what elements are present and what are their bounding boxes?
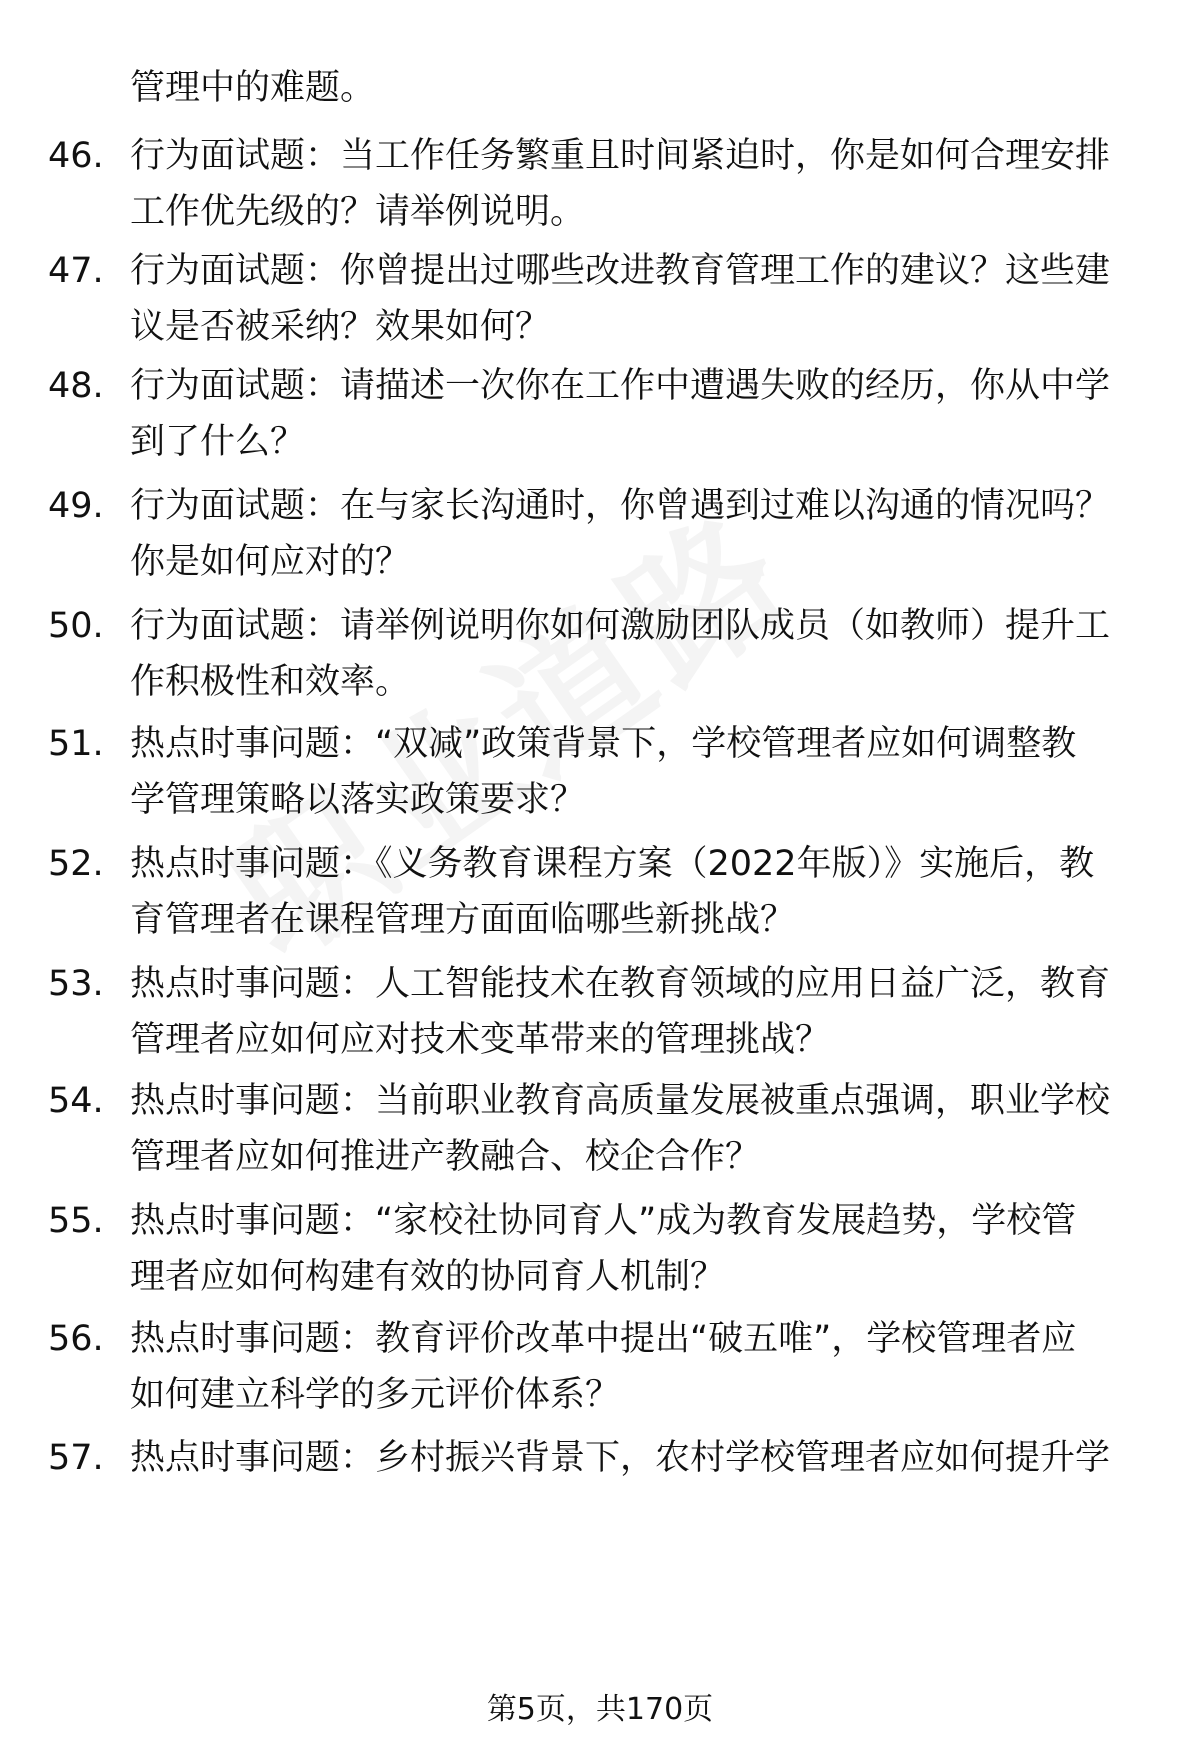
item-text-line2: 议是否被采纳？效果如何？ <box>130 307 551 347</box>
item-text-line1: 热点时事问题：“双减”政策背景下，学校管理者应如何调整教 <box>130 724 1077 764</box>
item-text-line1: 热点时事问题：“家校社协同育人”成为教育发展趋势，学校管 <box>130 1201 1077 1241</box>
item-number: 53. <box>48 964 104 1004</box>
item-number: 56. <box>48 1319 104 1359</box>
item-text-line2: 工作优先级的？请举例说明。 <box>130 192 586 232</box>
item-text-line2: 理者应如何构建有效的协同育人机制？ <box>130 1257 726 1297</box>
page-number-footer: 第5页，共170页 <box>486 1692 714 1727</box>
item-text-line1: 行为面试题：在与家长沟通时，你曾遇到过难以沟通的情况吗？ <box>130 486 1111 526</box>
item-text-line2: 学管理策略以落实政策要求？ <box>130 780 586 820</box>
item-number: 49. <box>48 486 104 526</box>
item-text-line2: 管理者应如何推进产教融合、校企合作？ <box>130 1137 761 1177</box>
item-text-line1: 热点时事问题：当前职业教育高质量发展被重点强调，职业学校 <box>130 1081 1111 1121</box>
item-text-line2: 如何建立科学的多元评价体系？ <box>130 1375 621 1415</box>
item-text-line1: 热点时事问题：《义务教育课程方案（2022年版）》实施后，教 <box>130 844 1095 884</box>
item-text-line1: 行为面试题：请描述一次你在工作中遭遇失败的经历，你从中学 <box>130 366 1111 406</box>
item-text-line1: 行为面试题：请举例说明你如何激励团队成员（如教师）提升工 <box>130 606 1111 646</box>
item-number: 57. <box>48 1438 104 1478</box>
item-number: 54. <box>48 1081 104 1121</box>
item-number: 46. <box>48 136 104 176</box>
item-text-line1: 热点时事问题：人工智能技术在教育领域的应用日益广泛，教育 <box>130 964 1111 1004</box>
item-number: 55. <box>48 1201 104 1241</box>
item-text-line1: 行为面试题：当工作任务繁重且时间紧迫时，你是如何合理安排 <box>130 136 1111 176</box>
item-text-line2: 育管理者在课程管理方面面临哪些新挑战？ <box>130 900 796 940</box>
item-number: 47. <box>48 251 104 291</box>
item-number: 50. <box>48 606 104 646</box>
item-text-line1: 行为面试题：你曾提出过哪些改进教育管理工作的建议？这些建 <box>130 251 1111 291</box>
item-number: 51. <box>48 724 104 764</box>
item-text-line2: 你是如何应对的？ <box>130 542 411 582</box>
item-number: 52. <box>48 844 104 884</box>
continuation-text: 管理中的难题。 <box>130 68 376 108</box>
item-text-line2: 管理者应如何应对技术变革带来的管理挑战？ <box>130 1020 831 1060</box>
item-text-line1: 热点时事问题：乡村振兴背景下，农村学校管理者应如何提升学 <box>130 1438 1111 1478</box>
item-text-line2: 到了什么？ <box>130 422 306 462</box>
item-text-line2: 作积极性和效率。 <box>130 662 411 702</box>
item-text-line1: 热点时事问题：教育评价改革中提出“破五唯”，学校管理者应 <box>130 1319 1077 1359</box>
item-number: 48. <box>48 366 104 406</box>
